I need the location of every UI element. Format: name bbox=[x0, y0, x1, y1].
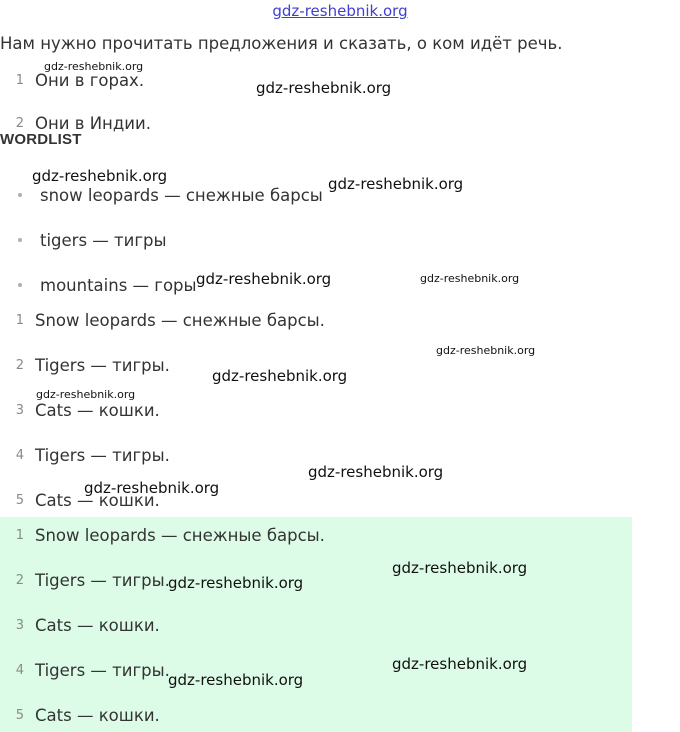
answer-row bbox=[0, 658, 170, 682]
wordlist-text: tigers — тигры bbox=[40, 230, 167, 250]
item-text: Tigers — тигры. bbox=[35, 570, 170, 590]
wordlist-text: mountains — горы bbox=[40, 275, 197, 295]
instruction-text: Нам нужно прочитать предложения и сказать, о ком идёт речь. bbox=[0, 34, 563, 53]
watermark: gdz-reshebnik.org bbox=[84, 479, 220, 497]
item-number: 2 bbox=[15, 572, 24, 588]
bullet-icon bbox=[0, 283, 40, 287]
wordlist-title: WORDLIST bbox=[0, 131, 82, 148]
example-row bbox=[0, 398, 160, 422]
item-text: Tigers — тигры. bbox=[35, 355, 170, 375]
item-number: 3 bbox=[15, 617, 24, 633]
item-text: Они в Индии. bbox=[35, 113, 151, 133]
watermark: gdz-reshebnik.org bbox=[392, 559, 528, 577]
watermark: gdz-reshebnik.org bbox=[256, 79, 392, 97]
bullet-icon bbox=[0, 238, 40, 242]
watermark: gdz-reshebnik.org bbox=[168, 574, 304, 592]
item-text: Tigers — тигры. bbox=[35, 445, 170, 465]
watermark: gdz-reshebnik.org bbox=[392, 655, 528, 673]
item-text: Cats — кошки. bbox=[35, 705, 160, 725]
item-text: Snow leopards — снежные барсы. bbox=[35, 310, 325, 330]
item-text: Cats — кошки. bbox=[35, 400, 160, 420]
item-number: 5 bbox=[15, 707, 24, 723]
item-text: Они в горах. bbox=[35, 70, 145, 90]
watermark: gdz-reshebnik.org bbox=[212, 367, 348, 385]
item-number: 2 bbox=[15, 115, 24, 131]
watermark: gdz-reshebnik.org bbox=[420, 272, 520, 285]
item-text: Snow leopards — снежные барсы. bbox=[35, 525, 325, 545]
item-text: Cats — кошки. bbox=[35, 615, 160, 635]
wordlist-item bbox=[0, 183, 323, 207]
item-number: 4 bbox=[15, 662, 24, 678]
answer-box bbox=[0, 517, 632, 732]
item-number: 1 bbox=[15, 312, 24, 328]
item-text: Cats — кошки. bbox=[35, 490, 160, 510]
example-row bbox=[0, 308, 325, 332]
example-row bbox=[0, 353, 170, 377]
item-number: 1 bbox=[15, 527, 24, 543]
example-row bbox=[0, 443, 170, 467]
item-text: Tigers — тигры. bbox=[35, 660, 170, 680]
answer-row bbox=[0, 613, 160, 637]
answer-row bbox=[0, 568, 170, 592]
wordlist-item bbox=[0, 228, 167, 252]
item-number: 2 bbox=[15, 357, 24, 373]
watermark: gdz-reshebnik.org bbox=[36, 388, 136, 401]
watermark: gdz-reshebnik.org bbox=[328, 175, 464, 193]
bullet-icon bbox=[0, 193, 40, 197]
item-number: 1 bbox=[15, 72, 24, 88]
watermark: gdz-reshebnik.org bbox=[168, 671, 304, 689]
wordlist-text: snow leopards — снежные барсы bbox=[40, 185, 323, 205]
site-header-link[interactable]: gdz-reshebnik.org bbox=[272, 2, 408, 20]
answer-row bbox=[0, 523, 325, 547]
watermark: gdz-reshebnik.org bbox=[308, 463, 444, 481]
watermark: gdz-reshebnik.org bbox=[32, 167, 168, 185]
answer-row bbox=[0, 703, 160, 727]
watermark: gdz-reshebnik.org bbox=[436, 344, 536, 357]
wordlist-item bbox=[0, 273, 197, 297]
watermark: gdz-reshebnik.org bbox=[44, 60, 144, 73]
watermark: gdz-reshebnik.org bbox=[196, 270, 332, 288]
item-number: 5 bbox=[15, 492, 24, 508]
item-number: 3 bbox=[15, 402, 24, 418]
item-number: 4 bbox=[15, 447, 24, 463]
